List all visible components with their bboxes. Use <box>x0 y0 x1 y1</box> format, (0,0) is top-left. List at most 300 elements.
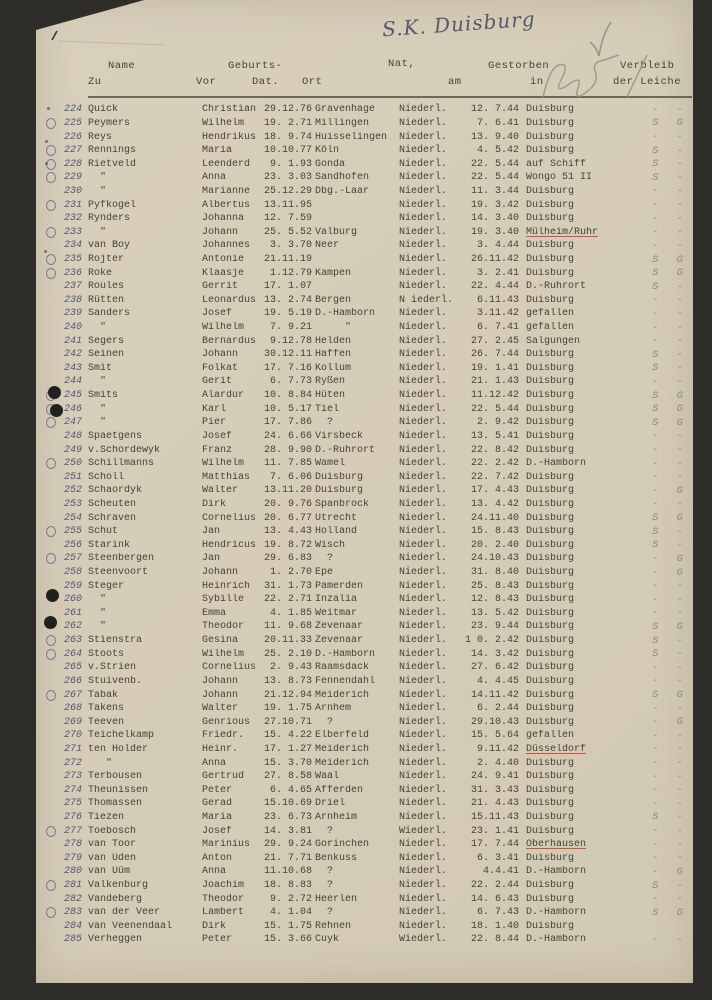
cell-death-date: 14. 6.43 <box>470 893 519 905</box>
cell-surname: Rynders <box>88 213 131 225</box>
cell-birth-place: ? <box>315 825 334 837</box>
punch-hole <box>46 589 59 602</box>
cell-firstname: Antonie <box>202 254 245 265</box>
cell-death-date: 26.11.42 <box>470 254 519 265</box>
cell-birth-date: 29.12.76 <box>263 104 312 116</box>
table-row <box>36 620 693 634</box>
cell-birth-place: Köln <box>315 145 340 157</box>
cell-death-date: 19. 3.40 <box>470 226 519 238</box>
cell-firstname: Gesina <box>202 635 239 647</box>
cell-entry-number: 275 <box>63 798 82 810</box>
cell-death-date: 22. 5.44 <box>470 403 519 415</box>
cell-nationality: Niederl. <box>399 539 448 551</box>
cell-firstname: Hendrikus <box>202 131 257 143</box>
cell-death-date: 22. 8.42 <box>470 444 519 456</box>
cell-firstname: Anna <box>202 172 227 184</box>
cell-nationality: Niederl. <box>399 240 448 252</box>
cell-surname: Smits <box>88 390 119 402</box>
cell-entry-number: 235 <box>63 254 82 265</box>
cell-margin-note: - - <box>652 131 689 144</box>
cell-firstname: Genrious <box>202 716 251 728</box>
cell-death-date: 12. 7.44 <box>470 104 519 116</box>
cell-entry-number: 238 <box>63 294 82 306</box>
table-row <box>36 348 693 362</box>
row-marker <box>46 227 56 238</box>
cell-margin-note: - - <box>652 593 689 606</box>
cell-birth-place: D.-Hamborn <box>315 308 376 320</box>
cell-birth-date: 15. 1.75 <box>263 920 312 932</box>
row-marker <box>46 635 56 646</box>
cell-margin-note: S - <box>652 171 689 184</box>
table-row <box>36 511 693 525</box>
cell-birth-place: Duisburg <box>315 485 364 497</box>
cell-surname: " <box>88 226 107 238</box>
row-marker <box>46 880 56 891</box>
cell-margin-note: S - <box>652 634 689 647</box>
cell-margin-note: - G <box>652 484 689 497</box>
cell-death-place: Duisburg <box>526 594 575 606</box>
cell-death-place: D.-Hamborn <box>526 866 587 878</box>
cell-birth-place: Virsbeck <box>315 430 364 442</box>
table-row <box>36 375 693 389</box>
cell-firstname: Christian <box>202 104 257 116</box>
header-gestorben: Gestorben <box>488 60 550 72</box>
cell-birth-place: Wisch <box>315 539 346 551</box>
cell-death-date: 22. 4.44 <box>470 281 519 293</box>
cell-death-place: Duisburg <box>526 539 575 551</box>
header-ort: Ort <box>302 76 323 88</box>
row-marker <box>46 268 56 279</box>
table-row <box>36 430 693 444</box>
cell-birth-date: 20. 6.77 <box>263 512 312 524</box>
cell-margin-note: - - <box>652 307 689 320</box>
table-row <box>36 688 693 702</box>
cell-firstname: Johann <box>202 675 239 687</box>
cell-surname: Schraven <box>88 512 137 524</box>
cell-surname: Reys <box>88 131 113 143</box>
cell-birth-place: Sandhofen <box>315 172 370 184</box>
cell-margin-note: S - <box>652 648 689 661</box>
cell-birth-date: 21.11.19 <box>263 254 312 265</box>
cell-death-date: 25. 8.43 <box>470 580 519 592</box>
cell-birth-date: 4. 1.04 <box>269 907 312 919</box>
cell-nationality: Niederl. <box>399 907 448 919</box>
cell-death-date: 23. 1.41 <box>470 825 519 837</box>
table-row <box>36 729 693 743</box>
cell-death-date: 6. 2.44 <box>476 703 519 715</box>
cell-nationality: Niederl. <box>399 648 448 660</box>
cell-death-date: 14. 3.40 <box>470 213 519 225</box>
cell-margin-note: S - <box>652 348 689 361</box>
cell-nationality: Niederl. <box>399 471 448 483</box>
cell-death-date: 6. 7.43 <box>476 907 519 919</box>
cell-birth-date: 20. 9.76 <box>263 498 312 510</box>
cell-margin-note: - - <box>652 498 689 511</box>
cell-surname: Seinen <box>88 349 125 361</box>
cell-entry-number: 272 <box>63 757 82 769</box>
cell-birth-date: 4. 1.85 <box>269 607 312 619</box>
cell-entry-number: 271 <box>63 743 82 755</box>
cell-firstname: Friedr. <box>202 730 245 742</box>
cell-surname: v.Schordewyk <box>88 444 161 456</box>
cell-margin-note: S G <box>652 906 689 919</box>
table-row <box>36 457 693 471</box>
header-vor: Vor <box>196 76 217 88</box>
cell-death-place: Duisburg <box>526 635 575 647</box>
cell-birth-place: Arnhem <box>315 703 352 715</box>
cell-firstname: Karl <box>202 403 227 415</box>
table-row <box>36 852 693 866</box>
cell-birth-date: 31. 1.73 <box>263 580 312 592</box>
cell-surname: Schut <box>88 526 119 538</box>
cell-death-date: 21. 1.43 <box>470 376 519 388</box>
cell-surname: v.Strien <box>88 662 137 674</box>
cell-surname: Stoots <box>88 648 125 660</box>
cell-firstname: Johannes <box>202 240 251 252</box>
cell-nationality: Niederl. <box>399 811 448 823</box>
cell-birth-date: 13.11.20 <box>263 485 312 497</box>
cell-nationality: Niederl. <box>399 308 448 320</box>
cell-death-place: Duisburg <box>526 267 575 279</box>
cell-death-date: 17. 7.44 <box>470 839 519 851</box>
cell-margin-note: - - <box>652 199 689 212</box>
cell-birth-place: Tiel <box>315 403 340 415</box>
cell-birth-date: 27. 8.58 <box>263 771 312 783</box>
cell-death-date: 22. 2.42 <box>470 458 519 470</box>
cell-firstname: Wilhelm <box>202 648 245 660</box>
cell-entry-number: 251 <box>63 471 82 483</box>
cell-nationality: Niederl. <box>399 417 448 429</box>
punch-hole <box>44 616 57 629</box>
cell-margin-note: - - <box>652 444 689 457</box>
cell-death-date: 6.11.43 <box>476 294 519 306</box>
margin-speck <box>45 140 48 143</box>
cell-nationality: Niederl. <box>399 376 448 388</box>
cell-death-date: 2. 4.40 <box>476 757 519 769</box>
cell-death-date: 14. 3.42 <box>470 648 519 660</box>
cell-surname: van Veenendaal <box>88 920 173 932</box>
cell-death-date: 15. 8.43 <box>470 526 519 538</box>
cell-death-place: Duisburg <box>526 417 575 429</box>
cell-death-place: Duisburg <box>526 254 575 265</box>
cell-margin-note: - - <box>652 729 689 742</box>
circle-mark-icon <box>46 826 56 837</box>
cell-entry-number: 257 <box>63 553 82 565</box>
table-row <box>36 824 693 838</box>
cell-death-date: 26. 7.44 <box>470 349 519 361</box>
cell-margin-note: - - <box>652 607 689 620</box>
cell-death-place: D.-Hamborn <box>526 458 587 470</box>
cell-margin-note: - - <box>652 457 689 470</box>
cell-death-place: Duisburg <box>526 444 575 456</box>
table-row <box>36 715 693 729</box>
cell-entry-number: 244 <box>63 376 82 388</box>
cell-margin-note: - - <box>652 580 689 593</box>
row-marker <box>46 458 56 469</box>
cell-birth-date: 7. 9.21 <box>269 322 312 334</box>
cell-birth-place: Afferden <box>315 784 364 796</box>
cell-birth-place: Neer <box>315 240 340 252</box>
table-row <box>36 647 693 661</box>
cell-firstname: Emma <box>202 607 227 619</box>
cell-surname: Schaordyk <box>88 485 143 497</box>
cell-firstname: Maria <box>202 811 233 823</box>
table-row <box>36 634 693 648</box>
circle-mark-icon <box>46 254 56 265</box>
row-marker <box>46 690 56 701</box>
cell-death-place: D.-Ruhrort <box>526 281 587 293</box>
cell-birth-date: 10.10.77 <box>263 145 312 157</box>
cell-birth-place: D.-Hamborn <box>315 648 376 660</box>
cell-firstname: Franz <box>202 444 233 456</box>
cell-surname: " <box>88 594 107 606</box>
table-row <box>36 525 693 539</box>
cell-death-place: Duisburg <box>526 689 575 701</box>
cell-death-place: Duisburg <box>526 145 575 157</box>
cell-nationality: Niederl. <box>399 893 448 905</box>
cell-firstname: Leenderd <box>202 158 251 170</box>
cell-nationality: Niederl. <box>399 172 448 184</box>
cell-surname: " <box>88 376 107 388</box>
cell-margin-note: - - <box>652 702 689 715</box>
cell-nationality: Niederl. <box>399 199 448 211</box>
cell-surname: Roules <box>88 281 125 293</box>
cell-death-date: 23. 9.44 <box>470 621 519 633</box>
cell-death-place: Duisburg <box>526 430 575 442</box>
cell-entry-number: 250 <box>63 458 82 470</box>
cell-firstname: Gerad <box>202 798 233 810</box>
cell-entry-number: 279 <box>63 852 82 864</box>
cell-death-date: 6. 7.41 <box>476 322 519 334</box>
cell-nationality: Niederl. <box>399 771 448 783</box>
cell-surname: Spaetgens <box>88 430 143 442</box>
cell-surname: Starink <box>88 539 131 551</box>
table-row <box>36 783 693 797</box>
cell-surname: Rütten <box>88 294 125 306</box>
table-row <box>36 443 693 457</box>
cell-entry-number: 282 <box>63 893 82 905</box>
table-row <box>36 539 693 553</box>
cell-birth-date: 6. 7.73 <box>269 376 312 388</box>
cell-nationality: Niederl. <box>399 716 448 728</box>
cell-firstname: Josef <box>202 825 233 837</box>
cell-margin-note: - - <box>652 321 689 334</box>
cell-margin-note: S - <box>652 879 689 892</box>
cell-death-place: Duisburg <box>526 213 575 225</box>
cell-birth-date: 20.11.33 <box>263 635 312 647</box>
table-row <box>36 334 693 348</box>
row-marker <box>46 172 56 183</box>
cell-surname: Terbousen <box>88 771 143 783</box>
circle-mark-icon <box>46 145 56 156</box>
row-marker <box>46 254 56 265</box>
cell-entry-number: 281 <box>63 880 82 892</box>
cell-surname: " <box>88 172 107 184</box>
cell-surname: Rietveld <box>88 158 137 170</box>
circle-mark-icon <box>46 172 56 183</box>
cell-nationality: Niederl. <box>399 281 448 293</box>
cell-death-place: Duisburg <box>526 526 575 538</box>
table-row <box>36 212 693 226</box>
table-row <box>36 225 693 239</box>
cell-firstname: Klaasje <box>202 267 245 279</box>
cell-nationality: Niederl. <box>399 580 448 592</box>
cell-surname: Segers <box>88 335 125 347</box>
cell-birth-date: 15.10.69 <box>263 798 312 810</box>
cell-birth-place: Benkuss <box>315 852 358 864</box>
cell-entry-number: 261 <box>63 607 82 619</box>
cell-margin-note: S G <box>652 389 689 402</box>
cell-death-place: Duisburg <box>526 512 575 524</box>
cell-firstname: Leonardus <box>202 294 257 306</box>
cell-surname: " <box>88 757 113 769</box>
cell-firstname: Gertrud <box>202 771 245 783</box>
cell-surname: Teichelkamp <box>88 730 155 742</box>
cell-death-date: 12. 8.43 <box>470 594 519 606</box>
cell-firstname: Folkat <box>202 362 239 374</box>
cell-death-date: 13. 4.42 <box>470 498 519 510</box>
cell-death-date: 24.10.43 <box>470 553 519 565</box>
cell-entry-number: 270 <box>63 730 82 742</box>
cell-birth-place: Valburg <box>315 226 358 238</box>
cell-firstname: Hendricus <box>202 539 257 551</box>
cell-birth-date: 28. 9.90 <box>263 444 312 456</box>
row-marker <box>46 200 56 211</box>
cell-surname: " <box>88 417 107 429</box>
cell-margin-note: - G <box>652 716 689 729</box>
cell-death-place: D.-Hamborn <box>526 934 587 946</box>
cell-firstname: Peter <box>202 934 233 946</box>
cell-birth-date: 13. 2.74 <box>263 294 312 306</box>
table-row <box>36 253 693 267</box>
cell-birth-place: Waal <box>315 771 340 783</box>
cell-firstname: Johann <box>202 567 239 579</box>
cell-surname: van Toor <box>88 839 137 851</box>
table-row <box>36 879 693 893</box>
cell-nationality: Niederl. <box>399 866 448 878</box>
table-row <box>36 157 693 171</box>
cell-death-date: 31. 3.43 <box>470 784 519 796</box>
cell-death-place: Wongo 51 II <box>526 172 593 184</box>
cell-firstname: Sybille <box>202 594 245 606</box>
cell-firstname: Johanna <box>202 213 245 225</box>
cell-entry-number: 233 <box>63 226 82 238</box>
cell-birth-date: 19. 1.75 <box>263 703 312 715</box>
cell-death-place: Duisburg <box>526 607 575 619</box>
table-row <box>36 593 693 607</box>
cell-birth-date: 11.10.68 <box>263 866 312 878</box>
cell-nationality: Niederl. <box>399 839 448 851</box>
cell-birth-date: 10. 8.84 <box>263 390 312 402</box>
header-geburts: Geburts- <box>228 60 283 72</box>
header-in: in <box>530 76 544 88</box>
cell-death-date: 13. 5.41 <box>470 430 519 442</box>
circle-mark-icon <box>46 880 56 891</box>
cell-firstname: Cornelius <box>202 512 257 524</box>
cell-nationality: Niederl. <box>399 798 448 810</box>
cell-death-date: 24.11.40 <box>470 512 519 524</box>
cell-firstname: Lambert <box>202 907 245 919</box>
cell-margin-note: - - <box>652 335 689 348</box>
cell-entry-number: 231 <box>63 199 82 211</box>
cell-firstname: Heinr. <box>202 743 239 755</box>
cell-death-place: Salgungen <box>526 335 581 347</box>
cell-birth-date: 21.12.94 <box>263 689 312 701</box>
cell-surname: Theunissen <box>88 784 149 796</box>
circle-mark-icon <box>46 417 56 428</box>
cell-nationality: Niederl. <box>399 213 448 225</box>
cell-death-place: Duisburg <box>526 104 575 116</box>
cell-birth-place: Bergen <box>315 294 352 306</box>
cell-death-place: Duisburg <box>526 716 575 728</box>
table-row <box>36 484 693 498</box>
cell-death-place: Duisburg <box>526 662 575 674</box>
cell-margin-note: - - <box>652 838 689 851</box>
cell-nationality: Niederl. <box>399 730 448 742</box>
cell-surname: Stienstra <box>88 635 143 647</box>
cell-entry-number: 253 <box>63 498 82 510</box>
cell-entry-number: 252 <box>63 485 82 497</box>
cell-nationality: Niederl. <box>399 254 448 265</box>
cell-margin-note: - - <box>652 375 689 388</box>
cell-death-date: 9.11.42 <box>476 743 519 755</box>
table-row <box>36 933 693 947</box>
table-row <box>36 661 693 675</box>
cell-surname: " <box>88 621 107 633</box>
cell-death-place: Duisburg <box>526 580 575 592</box>
cell-birth-place: Hüten <box>315 390 346 402</box>
cell-margin-note: S G <box>652 267 689 280</box>
cell-firstname: Albertus <box>202 199 251 211</box>
cell-entry-number: 283 <box>63 907 82 919</box>
cell-birth-date: 9. 2.72 <box>269 893 312 905</box>
cell-nationality: Niederl. <box>399 322 448 334</box>
table-row <box>36 294 693 308</box>
cell-surname: Sanders <box>88 308 131 320</box>
cell-margin-note: S - <box>652 144 689 157</box>
cell-firstname: Matthias <box>202 471 251 483</box>
cell-birth-date: 17. 7.16 <box>263 362 312 374</box>
cell-nationality: Niederl. <box>399 158 448 170</box>
cell-birth-date: 23. 3.03 <box>263 172 312 184</box>
cell-birth-date: 25.12.29 <box>263 185 312 197</box>
cell-birth-place: Pamerden <box>315 580 364 592</box>
cell-nationality: Niederl. <box>399 430 448 442</box>
cell-margin-note: - G <box>652 552 689 565</box>
cell-birth-place: Epe <box>315 567 334 579</box>
table-row <box>36 416 693 430</box>
cell-birth-date: 10. 5.17 <box>263 403 312 415</box>
cell-margin-note: - - <box>652 103 689 116</box>
cell-surname: Steenvoort <box>88 567 149 579</box>
table-row <box>36 266 693 280</box>
cell-firstname: Josef <box>202 430 233 442</box>
cell-margin-note: S - <box>652 539 689 552</box>
cell-entry-number: 242 <box>63 349 82 361</box>
cell-nationality: Niederl. <box>399 635 448 647</box>
table-row <box>36 144 693 158</box>
cell-death-place: Duisburg <box>526 852 575 864</box>
cell-birth-place: Duisburg <box>315 471 364 483</box>
row-marker <box>46 826 56 837</box>
cell-birth-date: 9.12.78 <box>269 335 312 347</box>
cell-death-date: 27. 6.42 <box>470 662 519 674</box>
cell-birth-place: ? <box>315 866 334 878</box>
cell-margin-note: - - <box>652 212 689 225</box>
cell-death-place: Duisburg <box>526 498 575 510</box>
cell-entry-number: 277 <box>63 825 82 837</box>
cell-birth-date: 21. 7.71 <box>263 852 312 864</box>
